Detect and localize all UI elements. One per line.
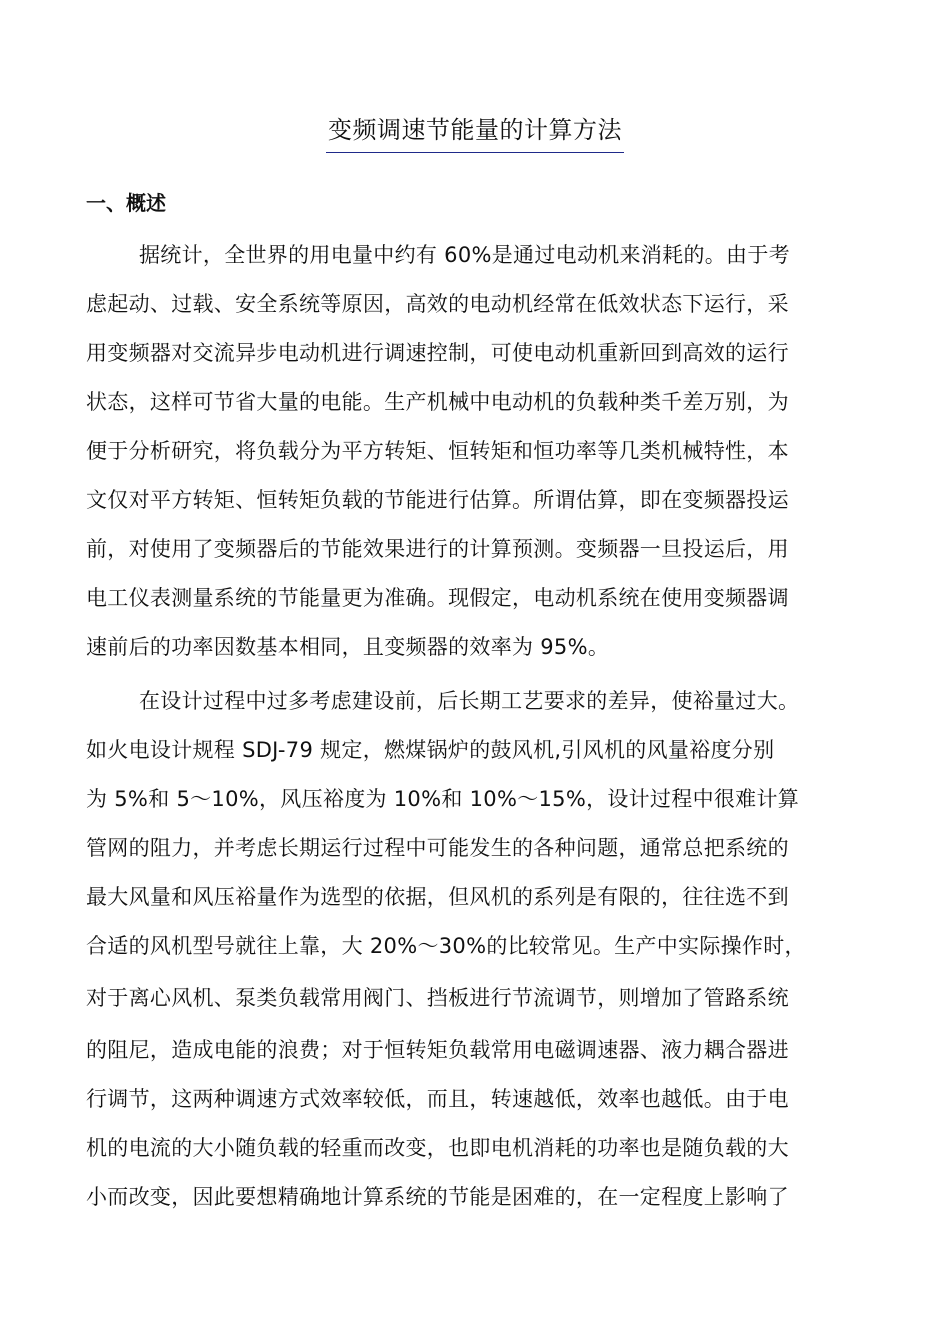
paragraph-line: 电工仪表测量系统的节能量更为准确。现假定，电动机系统在使用变频器调 [86, 586, 789, 610]
paragraph-line: 速前后的功率因数基本相同，且变频器的效率为 95%。 [86, 635, 610, 659]
paragraph-line: 如火电设计规程 SDJ-79 规定，燃煤锅炉的鼓风机,引风机的风量裕度分别 [86, 738, 775, 762]
paragraph-line: 在设计过程中过多考虑建设前，后长期工艺要求的差异，使裕量过大。 [139, 689, 800, 713]
paragraph-line: 便于分析研究，将负载分为平方转矩、恒转矩和恒功率等几类机械特性，本 [86, 439, 789, 463]
paragraph-line: 合适的风机型号就往上靠，大 20%～30%的比较常见。生产中实际操作时， [86, 934, 806, 958]
paragraph-line: 据统计，全世界的用电量中约有 60%是通过电动机来消耗的。由于考 [139, 243, 790, 267]
document-title: 变频调速节能量的计算方法 [326, 112, 624, 153]
paragraph-line: 虑起动、过载、安全系统等原因，高效的电动机经常在低效状态下运行，采 [86, 292, 789, 316]
paragraph-line: 的阻尼，造成电能的浪费；对于恒转矩负载常用电磁调速器、液力耦合器进 [86, 1038, 789, 1062]
paragraph-line: 小而改变，因此要想精确地计算系统的节能是困难的，在一定程度上影响了 [86, 1185, 789, 1209]
title-container [0, 112, 950, 153]
paragraph-line: 机的电流的大小随负载的轻重而改变，也即电机消耗的功率也是随负载的大 [86, 1136, 789, 1160]
section-heading-overview: 一、概述 [86, 191, 166, 215]
paragraph-line: 为 5%和 5～10%，风压裕度为 10%和 10%～15%，设计过程中很难计算 [86, 787, 800, 811]
paragraph-line: 状态，这样可节省大量的电能。生产机械中电动机的负载种类千差万别，为 [86, 390, 789, 414]
paragraph-line: 最大风量和风压裕量作为选型的依据，但风机的系列是有限的，往往选不到 [86, 885, 789, 909]
paragraph-line: 用变频器对交流异步电动机进行调速控制，可使电动机重新回到高效的运行 [86, 341, 789, 365]
paragraph-line: 前，对使用了变频器后的节能效果进行的计算预测。变频器一旦投运后，用 [86, 537, 789, 561]
paragraph-line: 文仅对平方转矩、恒转矩负载的节能进行估算。所谓估算，即在变频器投运 [86, 488, 789, 512]
paragraph-line: 行调节，这两种调速方式效率较低，而且，转速越低，效率也越低。由于电 [86, 1087, 789, 1111]
paragraph-line: 管网的阻力，并考虑长期运行过程中可能发生的各种问题，通常总把系统的 [86, 836, 789, 860]
paragraph-line: 对于离心风机、泵类负载常用阀门、挡板进行节流调节，则增加了管路系统 [86, 986, 789, 1010]
